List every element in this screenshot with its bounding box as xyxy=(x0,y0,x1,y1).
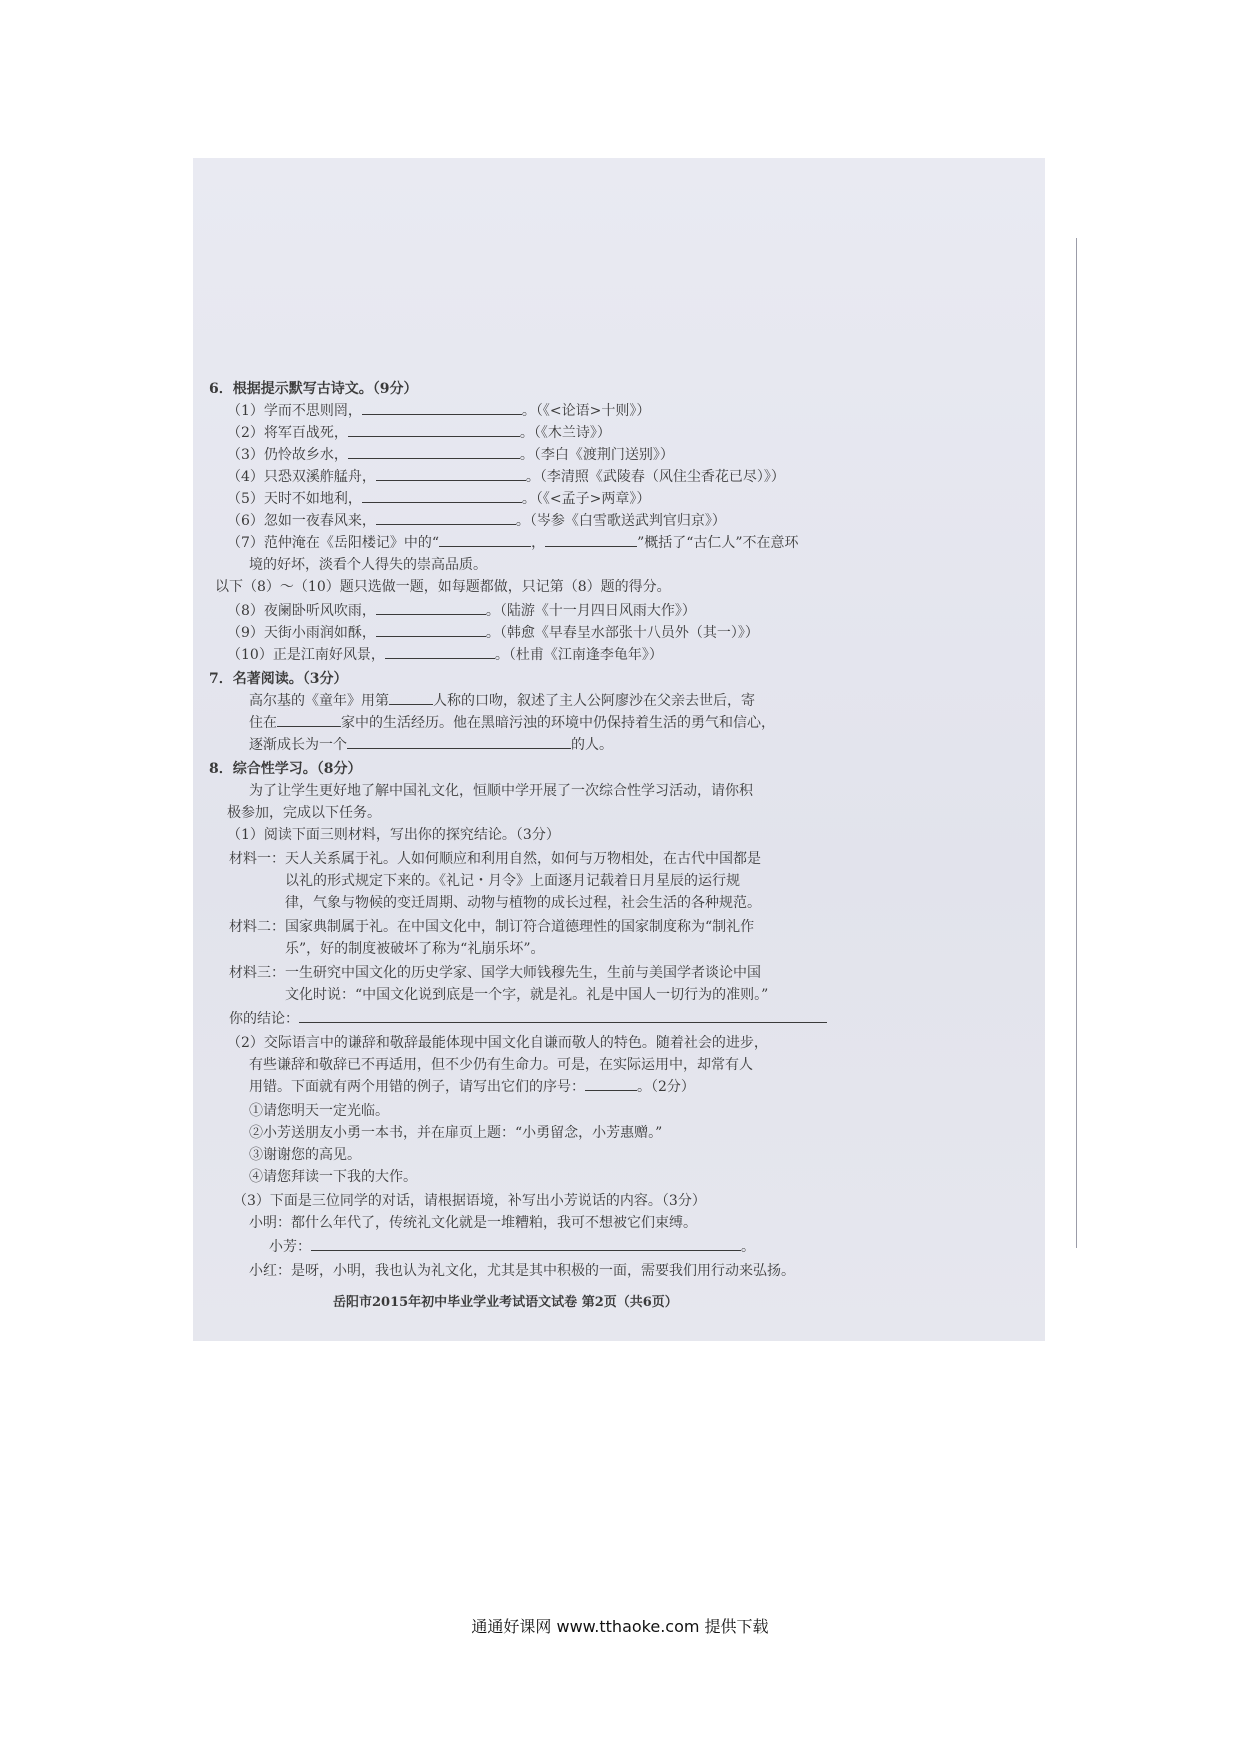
answer-blank[interactable] xyxy=(545,534,637,547)
q6-item-6: （6）忽如一夜春风来， 。（岑参《白雪歌送武判官归京》） xyxy=(227,513,726,529)
answer-blank[interactable] xyxy=(362,402,522,415)
dialogue-blank[interactable] xyxy=(311,1238,741,1251)
q8-intro-2: 极参加，完成以下任务。 xyxy=(227,805,381,821)
dialogue-xiaohong: 小红：是呀，小明，我也认为礼文化，尤其是其中积极的一面，需要我们用行动来弘扬。 xyxy=(249,1263,795,1279)
answer-blank[interactable] xyxy=(585,1078,637,1091)
answer-blank[interactable] xyxy=(348,424,520,437)
material-2-line-2: 乐”，好的制度被破坏了称为“礼崩乐坏”。 xyxy=(285,941,545,957)
option-3: ③谢谢您的高见。 xyxy=(249,1147,361,1163)
q6-item-5: （5）天时不如地利， 。（《<孟子>两章》） xyxy=(227,491,651,507)
option-1: ①请您明天一定光临。 xyxy=(249,1103,389,1119)
scanned-exam-page xyxy=(193,158,1045,1341)
site-footer: 通通好课网 www.tthaoke.com 提供下载 xyxy=(471,1617,769,1636)
conclusion-blank[interactable] xyxy=(299,1010,827,1023)
q6-item-4: （4）只恐双溪舴艋舟， 。（李清照《武陵春（风住尘香花已尽）》） xyxy=(227,469,785,485)
q6-item-2: （2）将军百战死， 。（《木兰诗》） xyxy=(227,425,611,441)
q6-item-7: （7）范仲淹在《岳阳楼记》中的“ ， ”概括了“古仁人”不在意环 xyxy=(227,535,799,551)
material-3-line-1: 材料三：一生研究中国文化的历史学家、国学大师钱穆先生，生前与美国学者谈论中国 xyxy=(229,965,761,981)
dialogue-xiaoming: 小明：都什么年代了，传统礼文化就是一堆糟粕，我可不想被它们束缚。 xyxy=(249,1215,697,1231)
q6-choice-note: 以下（8）～（10）题只选做一题，如每题都做，只记第（8）题的得分。 xyxy=(215,579,671,595)
material-2-line-1: 材料二：国家典制属于礼。在中国文化中，制订符合道德理性的国家制度称为“制礼作 xyxy=(229,919,755,935)
answer-blank[interactable] xyxy=(376,512,516,525)
q6-item-7-cont: 境的好坏，淡看个人得失的崇高品质。 xyxy=(249,557,487,573)
binding-line xyxy=(1076,238,1077,1248)
option-4: ④请您拜读一下我的大作。 xyxy=(249,1169,417,1185)
q6-title: 6．根据提示默写古诗文。（9分） xyxy=(209,381,418,397)
answer-blank[interactable] xyxy=(376,602,486,615)
q8-intro-1: 为了让学生更好地了解中国礼文化，恒顺中学开展了一次综合性学习活动，请你积 xyxy=(249,783,753,799)
material-1-line-2: 以礼的形式规定下来的。《礼记・月令》上面逐月记载着日月星辰的运行规 xyxy=(285,873,740,889)
answer-blank[interactable] xyxy=(385,646,495,659)
material-1-line-3: 律，气象与物候的变迁周期、动物与植物的成长过程，社会生活的各种规范。 xyxy=(285,895,761,911)
q7-title: 7．名著阅读。（3分） xyxy=(209,671,348,687)
q7-line-3: 逐渐成长为一个 的人。 xyxy=(249,737,613,753)
answer-blank[interactable] xyxy=(277,714,341,727)
exam-content xyxy=(193,158,1045,1341)
material-1-line-1: 材料一：天人关系属于礼。人如何顺应和利用自然，如何与万物相处，在古代中国都是 xyxy=(229,851,761,867)
material-3-line-2: 文化时说：“中国文化说到底是一个字，就是礼。礼是中国人一切行为的准则。” xyxy=(285,987,769,1003)
answer-blank[interactable] xyxy=(362,490,522,503)
q6-choice-9: （9）天街小雨润如酥， 。（韩愈《早春呈水部张十八员外（其一）》） xyxy=(227,625,759,641)
dialogue-xiaofang: 小芳： 。 xyxy=(269,1239,755,1255)
q8-part-3: （3）下面是三位同学的对话，请根据语境，补写出小芳说话的内容。（3分） xyxy=(233,1193,706,1209)
q6-choice-8: （8）夜阑卧听风吹雨， 。（陆游《十一月四日风雨大作》） xyxy=(227,603,696,619)
q8-part-2-line-2: 有些谦辞和敬辞已不再适用，但不少仍有生命力。可是，在实际运用中，却常有人 xyxy=(249,1057,753,1073)
answer-blank[interactable] xyxy=(376,468,526,481)
q7-line-2: 住在 家中的生活经历。他在黑暗污浊的环境中仍保持着生活的勇气和信心， xyxy=(249,715,775,731)
answer-blank[interactable] xyxy=(348,446,520,459)
answer-blank[interactable] xyxy=(389,692,433,705)
q7-line-1: 高尔基的《童年》用第 人称的口吻，叙述了主人公阿廖沙在父亲去世后，寄 xyxy=(249,693,755,709)
answer-blank[interactable] xyxy=(347,736,571,749)
q8-part-2-line-3: 用错。下面就有两个用错的例子，请写出它们的序号： 。（2分） xyxy=(249,1079,695,1095)
exam-page-footer: 岳阳市2015年初中毕业学业考试语文试卷 第2页（共6页） xyxy=(333,1295,678,1310)
answer-blank[interactable] xyxy=(439,534,531,547)
option-2: ②小芳送朋友小勇一本书，并在扉页上题：“小勇留念，小芳惠赠。” xyxy=(249,1125,663,1141)
q6-item-1: （1）学而不思则罔， 。（《<论语>十则》） xyxy=(227,403,651,419)
conclusion-line: 你的结论： xyxy=(229,1010,827,1028)
q6-item-3: （3）仍怜故乡水， 。（李白《渡荆门送别》） xyxy=(227,447,674,463)
q8-title: 8．综合性学习。（8分） xyxy=(209,761,362,777)
q6-choice-10: （10）正是江南好风景， 。（杜甫《江南逢李龟年》） xyxy=(227,647,663,663)
q8-part-2-line-1: （2）交际语言中的谦辞和敬辞最能体现中国文化自谦而敬人的特色。随着社会的进步， xyxy=(227,1035,768,1051)
answer-blank[interactable] xyxy=(376,624,486,637)
q8-part-1: （1）阅读下面三则材料，写出你的探究结论。（3分） xyxy=(227,827,560,843)
